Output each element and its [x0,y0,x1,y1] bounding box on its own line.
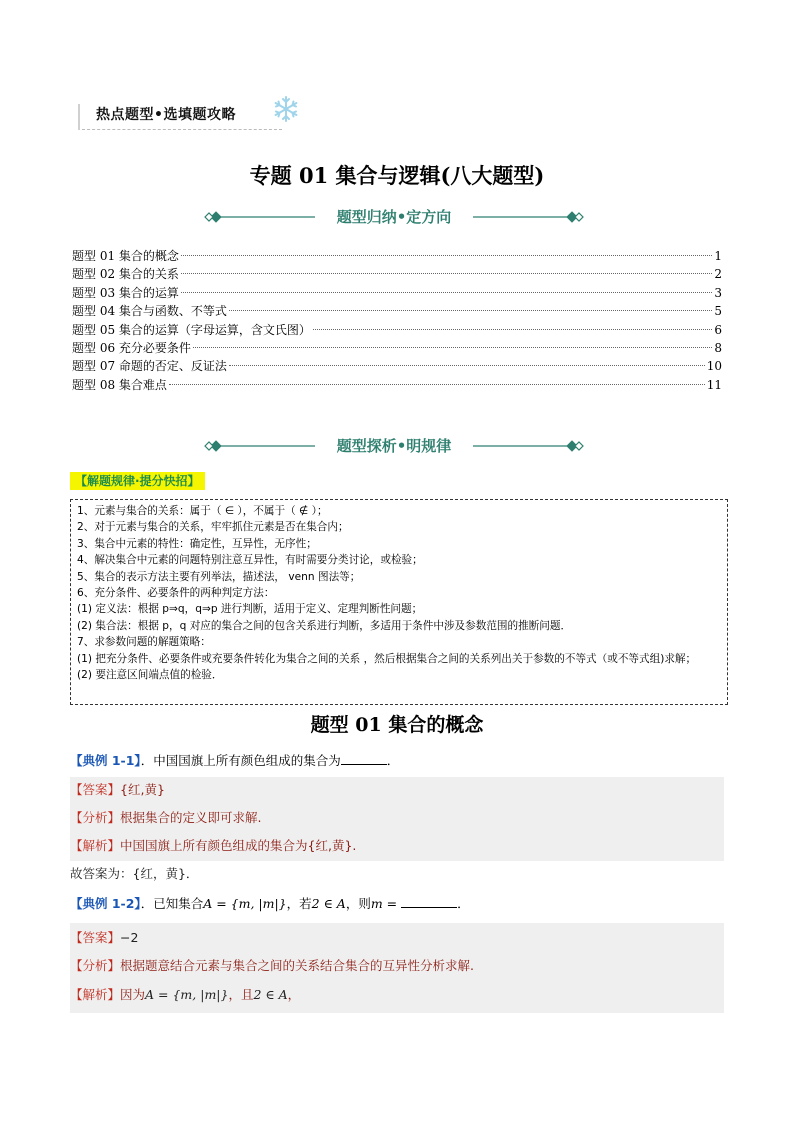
analysis-text: 根据集合的定义即可求解. [120,810,262,825]
rule-line: 1、元素与集合的关系：属于（ ∈ ），不属于（ ∉ ）； [77,505,328,517]
rule-line: 4、解决集合中元素的问题特别注意互异性，有时需要分类讨论，或检验； [77,554,423,567]
snowflake-icon [272,95,300,123]
toc-entry-page: 5 [714,304,722,319]
example-1-question [70,751,399,769]
rules-box [70,499,728,705]
toc-entry-label: 题型 01 集合的概念 [72,249,179,263]
toc-entry-page: 1 [714,249,722,263]
section-label-1: 题型归纳•定方向 [336,208,452,226]
toc-entry[interactable] [72,247,722,265]
toc-entry-label: 题型 05 集合的运算（字母运算，含文氏图） [72,322,311,337]
example-1-analysis [70,808,262,826]
table-of-contents [72,247,722,394]
question-end: ． [386,753,400,768]
toc-leader-dots [181,255,712,256]
example-1-answer [70,780,165,798]
toc-entry-page: 10 [706,359,722,374]
toc-entry[interactable] [72,357,722,375]
section-divider-2 [203,436,585,456]
variable-expression: m = [370,896,398,911]
example-2-answer [70,928,138,946]
solution-text: ，且 [228,987,254,1002]
toc-entry[interactable] [72,284,722,302]
toc-leader-dots [313,329,712,330]
solution-text: 因为 [120,987,146,1002]
solution-text: 中国国旗上所有颜色组成的集合为{红,黄}. [120,838,357,853]
analysis-tag: 【分析】 [70,810,121,825]
toc-entry-label: 题型 07 命题的否定、反证法 [72,359,227,374]
example-2-analysis [70,956,474,974]
answer-blank [341,752,387,765]
header-underline [82,129,282,130]
question-text: ．已知集合 [140,896,204,911]
rule-line: 7、求参数问题的解题策略： [77,636,211,649]
rule-line: (1) 把充分条件、必要条件或充要条件转化为集合之间的关系 ，然后根据集合之间的关系列出关于参数的不等式（或不等式组)求解； [77,652,697,665]
rule-line: 5、集合的表示方法主要有列举法，描述法， venn 图法等； [77,570,361,583]
example-2-question [70,894,470,912]
toc-leader-dots [229,365,705,366]
toc-entry[interactable] [72,339,722,357]
toc-entry-label: 题型 06 充分必要条件 [72,340,191,355]
toc-entry-page: 8 [714,340,722,355]
tips-badge: 【解题规律·提分快招】 [70,472,205,490]
solution-tag: 【解析】 [70,987,121,1002]
toc-leader-dots [229,310,712,311]
answer-value: {红,黄} [120,782,165,797]
toc-leader-dots [181,273,712,274]
toc-leader-dots [169,384,705,385]
analysis-text: 根据题意结合元素与集合之间的关系结合集合的互异性分析求解. [120,958,474,973]
toc-leader-dots [193,347,712,348]
toc-entry[interactable] [72,376,722,394]
answer-value: −2 [120,930,139,945]
example-2-solution [70,985,300,1003]
toc-entry-label: 题型 08 集合难点 [72,377,167,392]
question-end: ． [457,896,470,911]
rule-line: (2) 集合法：根据 p，q 对应的集合之间的包含关系进行判断，多适用于条件中涉及参数范围的推断问题． [77,619,572,632]
toc-entry-page: 11 [706,377,722,392]
section-divider-1 [203,207,585,227]
example-tag: 【典例 1-1】 [70,753,141,768]
example-tag: 【典例 1-2】 [70,896,141,911]
main-title: 专题 01 集合与逻辑(八大题型) [249,163,545,188]
set-expression: A = {m, |m|} [145,987,229,1002]
solution-text: ， [287,987,301,1002]
toc-entry-page: 6 [714,322,722,337]
answer-tag: 【答案】 [70,782,121,797]
solution-tag: 【解析】 [70,838,121,853]
toc-entry-label: 题型 02 集合的关系 [72,267,179,282]
question-text: ．中国国旗上所有颜色组成的集合为 [140,753,341,768]
header-title: 热点题型•选填题攻略 [96,107,236,123]
toc-entry-label: 题型 03 集合的运算 [72,285,179,300]
example-1-solution [70,836,356,854]
answer-tag: 【答案】 [70,930,121,945]
rule-line: 3、集合中元素的特性：确定性，互异性，无序性； [77,537,317,550]
section-label-2: 题型探析•明规律 [336,437,452,455]
toc-entry[interactable] [72,302,722,320]
header-bar [78,104,80,130]
toc-entry[interactable] [72,321,722,339]
page-header [78,96,288,132]
rule-line: 6、充分条件、必要条件的两种判定方法： [77,587,275,600]
condition-expression: 2 ∈ A [253,987,288,1002]
question-text: ，则 [345,896,371,911]
set-expression: A = {m, |m|} [203,896,287,911]
condition-expression: 2 ∈ A [311,896,346,911]
section-title: 题型 01 集合的概念 [310,714,484,736]
example-1-conclusion: 故答案为：{红，黄}． [70,866,199,881]
toc-entry-label: 题型 04 集合与函数、不等式 [72,304,227,319]
question-text: ，若 [286,896,312,911]
answer-blank [401,895,457,908]
rule-line: (2) 要注意区间端点值的检验． [77,669,223,682]
toc-entry-page: 2 [714,267,722,282]
rule-line: (1) 定义法：根据 p⇒q，q⇒p 进行判断，适用于定义、定理判断性问题； [77,603,423,616]
toc-entry[interactable] [72,265,722,283]
rule-line: 2、对于元素与集合的关系，牢牢抓住元素是否在集合内； [77,521,349,534]
toc-leader-dots [181,292,712,293]
toc-entry-page: 3 [714,285,722,300]
analysis-tag: 【分析】 [70,958,121,973]
